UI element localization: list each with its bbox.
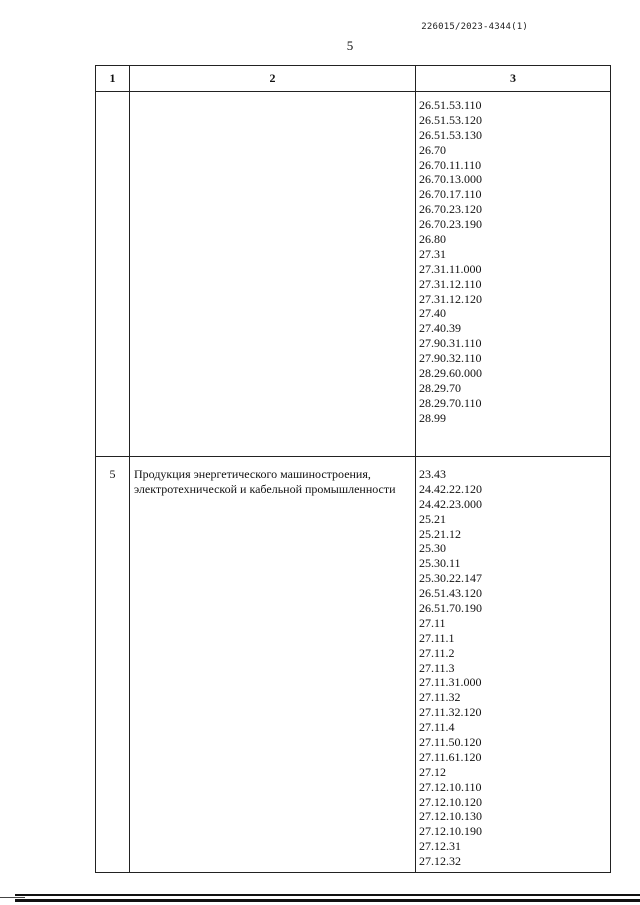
okpd-code: 27.12.10.190: [419, 824, 482, 839]
okpd-code: 27.31.11.000: [419, 261, 482, 276]
okpd-code: 26.70.13.000: [419, 172, 482, 187]
okpd-code: 28.99: [419, 410, 446, 425]
okpd-code: 26.70.23.190: [419, 217, 482, 232]
column-header-1: 1: [96, 66, 130, 92]
codes-cell: [416, 92, 611, 457]
okpd-code: 27.11.61.120: [419, 749, 482, 764]
bottom-scan-line: [15, 894, 640, 896]
okpd-code: 24.42.22.120: [419, 481, 482, 496]
okpd-code: 27.12.10.110: [419, 779, 482, 794]
column-header-3: 3: [416, 66, 611, 92]
okpd-code: 27.90.32.110: [419, 351, 482, 366]
okpd-code: 23.43: [419, 467, 446, 481]
okpd-code: 27.11.1: [419, 630, 455, 645]
okpd-code: 27.31: [419, 246, 446, 261]
okpd-code: 27.11.4: [419, 720, 455, 735]
column-header-2: 2: [130, 66, 416, 92]
okpd-code: 27.31.12.120: [419, 291, 482, 306]
okpd-code: 28.29.70: [419, 380, 461, 395]
okpd-code: 26.80: [419, 232, 446, 247]
okpd-code: 27.11: [419, 615, 446, 630]
okpd-code: 26.51.53.110: [419, 98, 482, 112]
code-list: [419, 467, 610, 869]
okpd-code: 26.51.70.190: [419, 601, 482, 616]
code-list: [419, 98, 610, 426]
okpd-code: 26.70: [419, 142, 446, 157]
okpd-code: 28.29.70.110: [419, 395, 482, 410]
row-number-cell: 5: [96, 457, 130, 873]
bottom-scan-line: [15, 899, 640, 902]
okpd-code: 27.40.39: [419, 321, 461, 336]
okpd-code: 27.11.32: [419, 690, 461, 705]
okpd-code: 27.12.32: [419, 854, 461, 869]
product-name-cell: [130, 457, 416, 873]
product-codes-table: [95, 65, 611, 873]
okpd-code: 26.51.43.120: [419, 586, 482, 601]
okpd-code: 26.70.11.110: [419, 157, 482, 172]
okpd-code: 27.31.12.110: [419, 276, 482, 291]
okpd-code: 26.51.53.120: [419, 112, 482, 127]
table-header-row: [96, 66, 611, 92]
okpd-code: 28.29.60.000: [419, 366, 482, 381]
okpd-code: 27.12.10.130: [419, 809, 482, 824]
okpd-code: 25.21.12: [419, 526, 461, 541]
bottom-scan-line: [0, 897, 25, 898]
product-name-line: электротехнической и кабельной промышленности: [134, 481, 396, 496]
table-row: [96, 92, 611, 457]
okpd-code: 27.11.2: [419, 645, 455, 660]
okpd-code: 27.12: [419, 764, 446, 779]
okpd-code: 26.70.23.120: [419, 202, 482, 217]
okpd-code: 25.21: [419, 511, 446, 526]
okpd-code: 24.42.23.000: [419, 496, 482, 511]
okpd-code: 27.11.3: [419, 660, 455, 675]
okpd-code: 27.12.10.120: [419, 794, 482, 809]
okpd-code: 27.11.31.000: [419, 675, 482, 690]
okpd-code: 27.11.50.120: [419, 735, 482, 750]
codes-cell: [416, 457, 611, 873]
product-name-cell: [130, 92, 416, 457]
okpd-code: 27.90.31.110: [419, 336, 482, 351]
document-registration-number: 226015/2023-4344(1): [421, 22, 528, 32]
page-number: 5: [346, 38, 354, 53]
product-name-line: Продукция энергетического машиностроения,: [134, 467, 371, 481]
okpd-code: 27.12.31: [419, 839, 461, 854]
okpd-code: 26.70.17.110: [419, 187, 482, 202]
okpd-code: 25.30.11: [419, 556, 461, 571]
table-row: [96, 457, 611, 873]
okpd-code: 26.51.53.130: [419, 127, 482, 142]
okpd-code: 25.30.22.147: [419, 571, 482, 586]
row-number-cell: [96, 92, 130, 457]
okpd-code: 27.40: [419, 306, 446, 321]
okpd-code: 27.11.32.120: [419, 705, 482, 720]
okpd-code: 25.30: [419, 541, 446, 556]
